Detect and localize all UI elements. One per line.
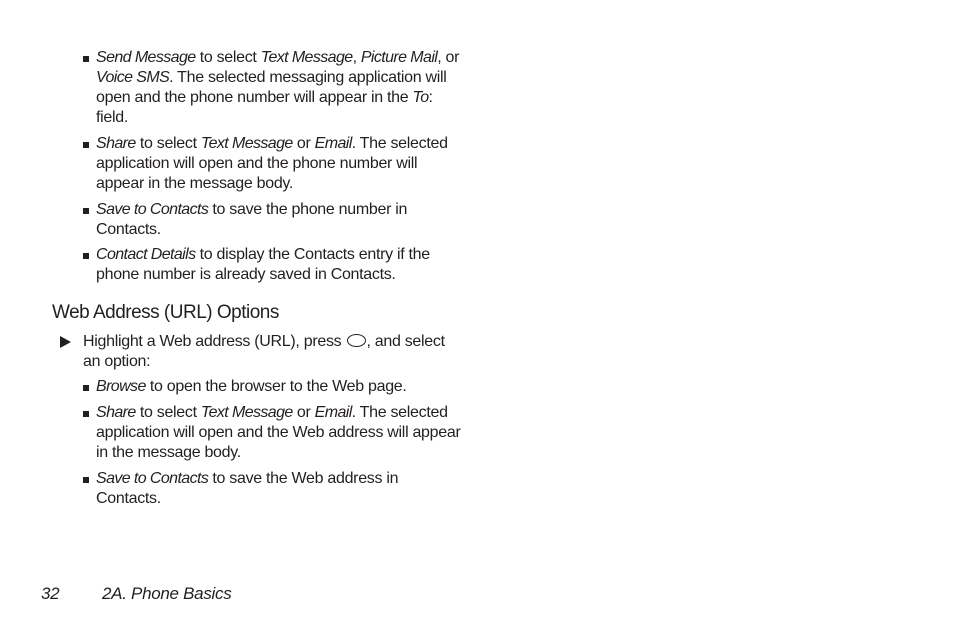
option-term: Text Message — [200, 404, 293, 421]
option-term: Send Message — [96, 49, 196, 66]
option-text: to save the phone number in Contacts. — [96, 201, 408, 238]
option-text: or — [292, 404, 315, 421]
option-text: . The selected application will open and the phone number will appear in the message body. — [96, 135, 448, 192]
bullet-square-icon — [83, 385, 89, 391]
option-term: Picture Mail — [360, 49, 438, 66]
option-term: Share — [96, 135, 136, 152]
instruction-step — [60, 332, 460, 372]
bullet-square-icon — [83, 477, 89, 483]
option-text: to select — [195, 49, 261, 66]
step-text — [83, 332, 460, 372]
option-term: Text Message — [200, 135, 293, 152]
section-heading: Web Address (URL) Options — [52, 302, 279, 323]
page-number: 32 — [41, 584, 60, 603]
option-term: Share — [96, 404, 136, 421]
list-item — [83, 48, 463, 128]
option-text: , — [352, 49, 361, 66]
option-text: to select — [135, 135, 201, 152]
web-address-options-list — [83, 377, 463, 509]
option-text: or — [292, 135, 315, 152]
option-text: , or — [437, 49, 460, 66]
bullet-square-icon — [83, 142, 89, 148]
list-item — [83, 377, 463, 397]
option-text: : field. — [96, 89, 433, 126]
phone-number-options-list — [83, 48, 463, 285]
option-term: Voice SMS — [96, 69, 170, 86]
option-term: Text Message — [260, 49, 353, 66]
list-item — [83, 403, 463, 463]
option-text: to open the browser to the Web page. — [145, 378, 407, 395]
option-text: to select — [135, 404, 201, 421]
option-text: to display the Contacts entry if the phone number is already saved in Contacts. — [96, 246, 430, 283]
list-item — [83, 245, 463, 285]
option-term: Contact Details — [96, 246, 196, 263]
option-term: Save to Contacts — [96, 201, 209, 218]
list-item — [83, 469, 463, 509]
list-item — [83, 200, 463, 240]
option-term: Browse — [96, 378, 146, 395]
option-text: to save the Web address in Contacts. — [96, 470, 399, 507]
bullet-square-icon — [83, 411, 89, 417]
option-term: Save to Contacts — [96, 470, 209, 487]
section-label: 2A. Phone Basics — [102, 584, 232, 603]
step-text-before: Highlight a Web address (URL), press — [83, 333, 346, 350]
bullet-square-icon — [83, 253, 89, 259]
step-text-after: , and select an option: — [83, 333, 445, 370]
option-term: To — [412, 89, 429, 106]
option-text: . The selected application will open and the Web address will appear in the message body. — [96, 404, 461, 461]
bullet-square-icon — [83, 56, 89, 62]
option-term: Email — [314, 135, 352, 152]
bullet-square-icon — [83, 208, 89, 214]
list-item — [83, 134, 463, 194]
option-term: Email — [314, 404, 352, 421]
step-arrow-icon — [60, 336, 71, 348]
ok-key-icon — [347, 334, 366, 347]
option-text: . The selected messaging application will open and the phone number will appear in the — [96, 69, 447, 106]
